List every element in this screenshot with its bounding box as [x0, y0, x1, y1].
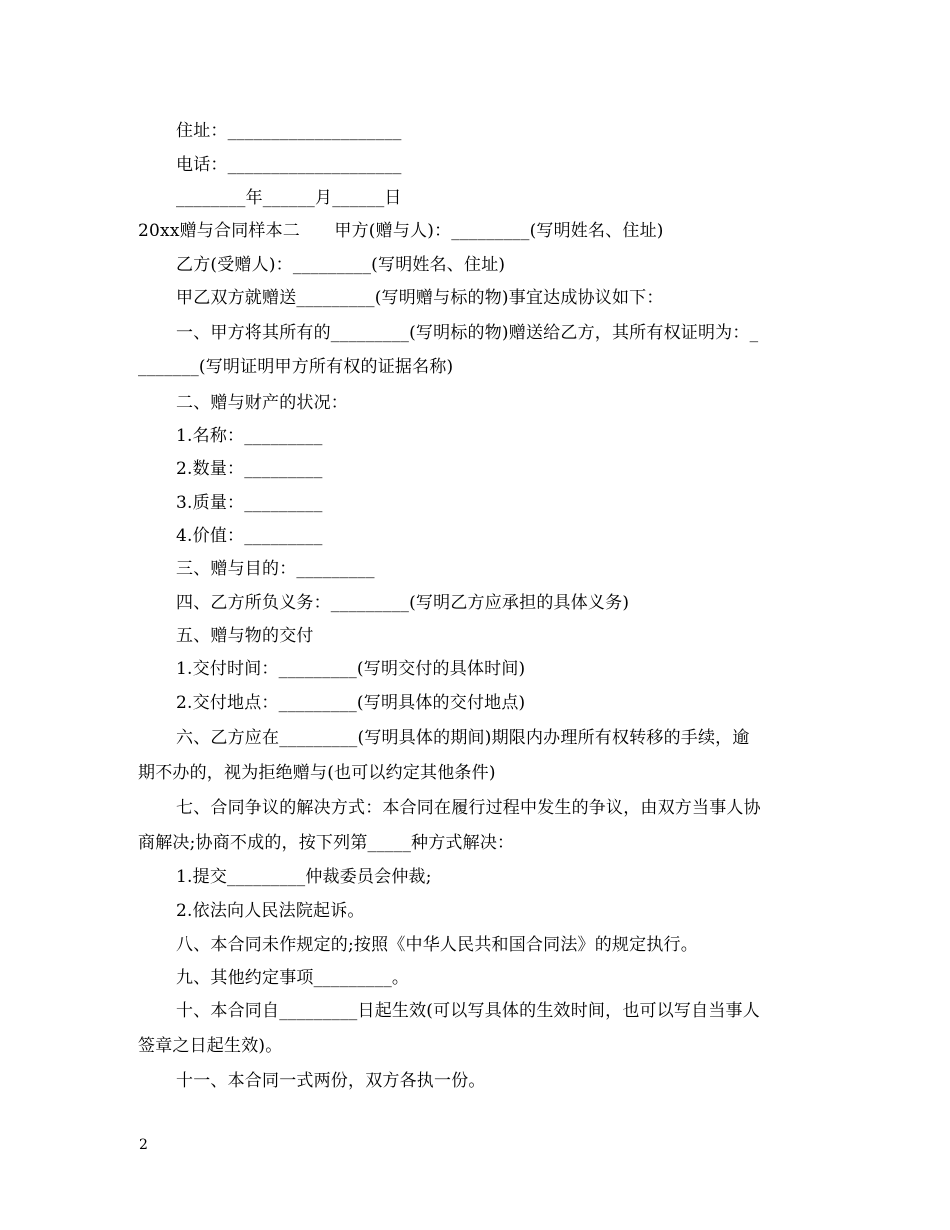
clause-5-heading: 五、赠与物的交付: [176, 626, 314, 646]
address-line: 住址：____________________: [176, 121, 402, 141]
clause-2-heading: 二、赠与财产的状况：: [176, 393, 348, 413]
property-quality-line: 3.质量：_________: [176, 493, 323, 513]
clause-6-line: 六、乙方应在_________(写明具体的期间)期限内办理所有权转移的手续，逾: [176, 728, 750, 748]
clause-10-continuation: 签章之日起生效)。: [138, 1036, 283, 1056]
clause-8-line: 八、本合同未作规定的;按照《中华人民共和国合同法》的规定执行。: [176, 935, 698, 955]
sample-title-party-a-line: 20xx赠与合同样本二 甲方(赠与人)：_________(写明姓名、住址): [138, 221, 664, 241]
property-name-line: 1.名称：_________: [176, 426, 323, 446]
clause-4-line: 四、乙方所负义务：_________(写明乙方应承担的具体义务): [176, 593, 630, 613]
clause-7-line: 七、合同争议的解决方式：本合同在履行过程中发生的争议，由双方当事人协: [176, 798, 761, 818]
dispute-option-1-line: 1.提交_________仲裁委员会仲裁;: [176, 867, 432, 887]
date-line: ________年______月______日: [176, 188, 402, 208]
party-b-line: 乙方(受赠人)：_________(写明姓名、住址): [176, 255, 506, 275]
property-value-line: 4.价值：_________: [176, 526, 323, 546]
clause-6-continuation: 期不办的，视为拒绝赠与(也可以约定其他条件): [138, 763, 496, 783]
dispute-option-2-line: 2.依法向人民法院起诉。: [176, 901, 365, 921]
agreement-intro-line: 甲乙双方就赠送_________(写明赠与标的物)事宜达成协议如下：: [176, 288, 664, 308]
property-quantity-line: 2.数量：_________: [176, 459, 323, 479]
clause-1-continuation: _______(写明证明甲方所有权的证据名称): [138, 357, 454, 377]
delivery-place-line: 2.交付地点：_________(写明具体的交付地点): [176, 693, 526, 713]
delivery-time-line: 1.交付时间：_________(写明交付的具体时间): [176, 659, 526, 679]
clause-1-line: 一、甲方将其所有的_________(写明标的物)赠送给乙方，其所有权证明为：_: [176, 323, 759, 343]
phone-line: 电话：____________________: [176, 155, 402, 175]
page-number: 2: [139, 1137, 148, 1153]
clause-10-line: 十、本合同自_________日起生效(可以写具体的生效时间，也可以写自当事人: [176, 1001, 760, 1021]
clause-9-line: 九、其他约定事项_________。: [176, 968, 410, 988]
clause-7-continuation: 商解决;协商不成的，按下列第_____种方式解决：: [138, 833, 515, 853]
clause-11-line: 十一、本合同一式两份，双方各执一份。: [176, 1071, 486, 1091]
clause-3-line: 三、赠与目的：_________: [176, 559, 375, 579]
